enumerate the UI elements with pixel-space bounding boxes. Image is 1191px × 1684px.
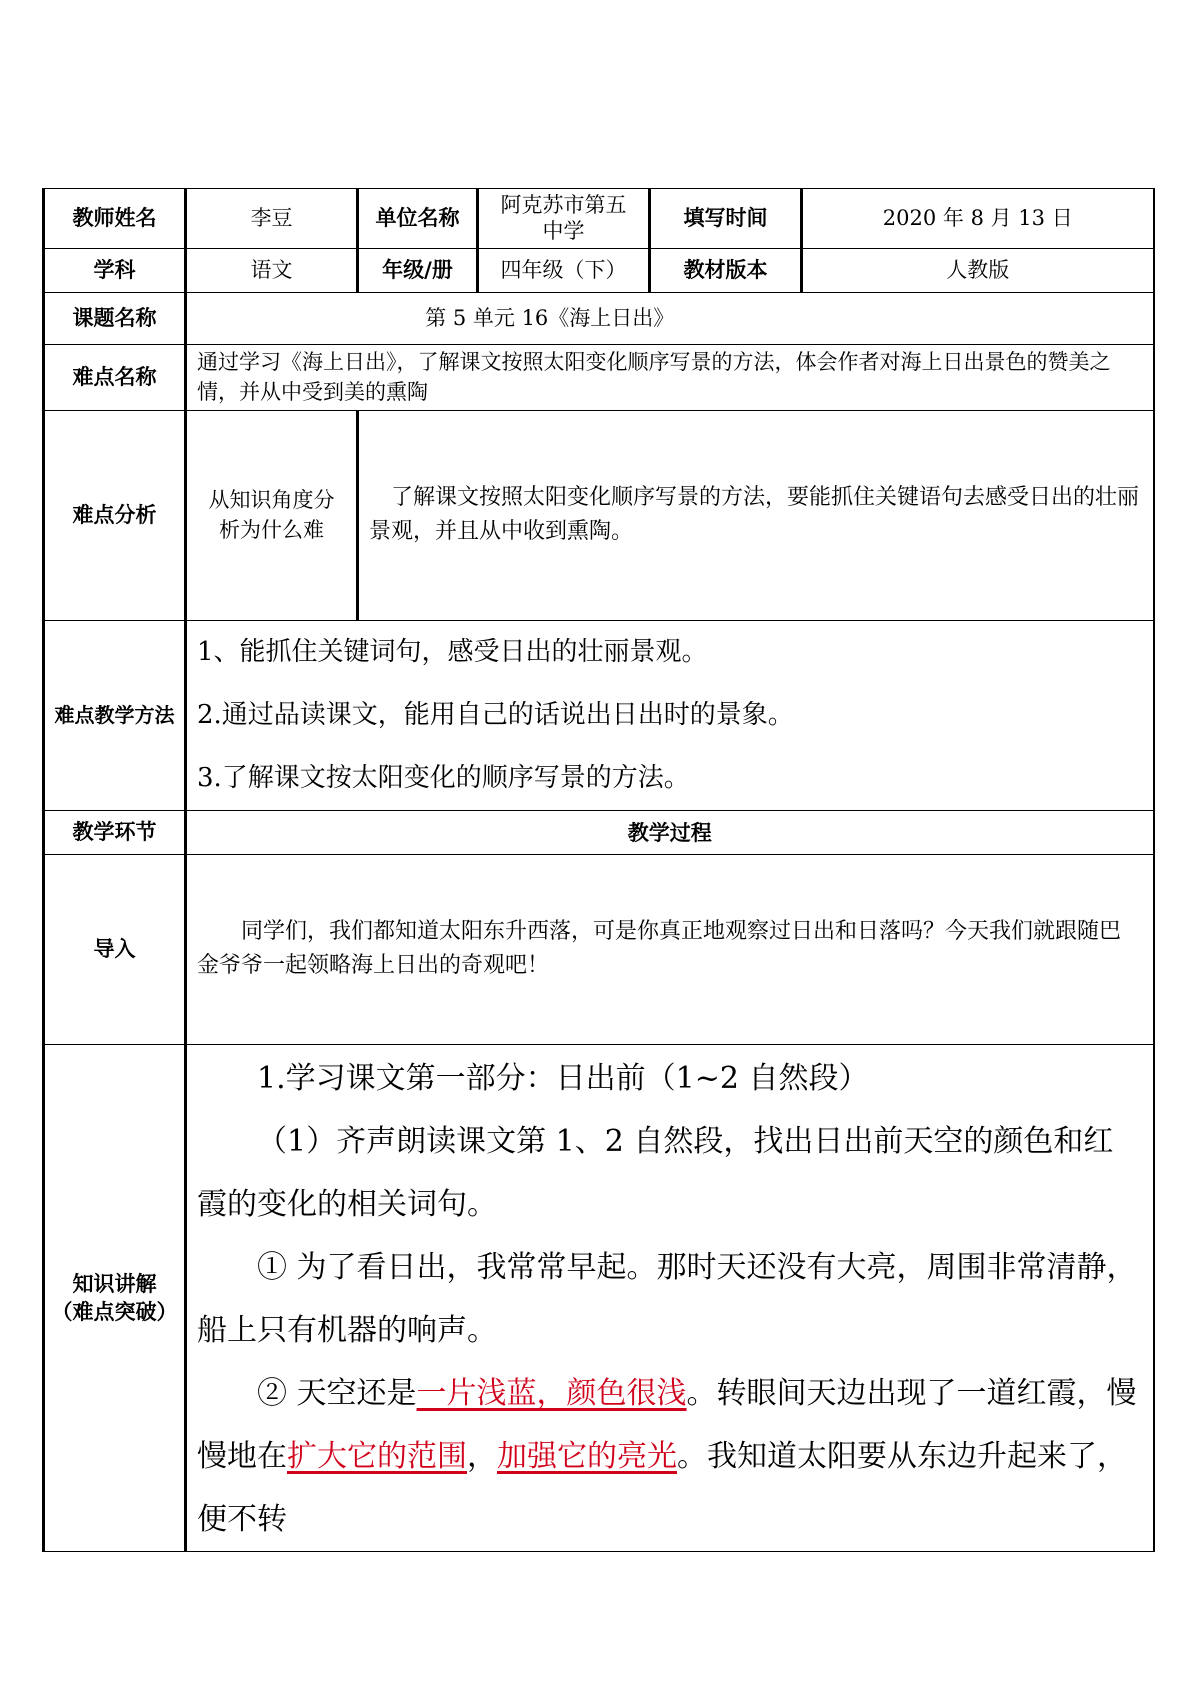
sentence-2-part-d: 。我知道太阳要从东边升起来了，便不转 (197, 1438, 1127, 1537)
lesson-plan-table (42, 188, 1155, 1552)
edition-label: 教材版本 (650, 249, 802, 293)
intro-value: 同学们，我们都知道太阳东升西落，可是你真正地观察过日出和日落吗？今天我们就跟随巴金爷爷一起领略海上日出的奇观吧！ (197, 919, 1122, 979)
subject-value: 语文 (186, 249, 358, 293)
row-analysis (44, 410, 1154, 620)
edition-value: 人教版 (802, 249, 1154, 293)
row-knowledge (44, 1044, 1154, 1551)
row-subject (44, 249, 1154, 293)
process-step-label: 教学环节 (44, 810, 186, 854)
knowledge-heading: 1.学习课文第一部分：日出前（1~2 自然段） (257, 1060, 869, 1096)
date-label: 填写时间 (650, 189, 802, 249)
row-intro (44, 854, 1154, 1044)
analysis-cell (358, 410, 1154, 620)
analysis-value: 了解课文按照太阳变化顺序写景的方法，要能抓住关键语句去感受日出的壮丽景观，并且从中收到熏陶。 (369, 485, 1140, 545)
methods-list (186, 620, 1154, 810)
date-value: 2020 年 8 月 13 日 (802, 189, 1154, 249)
unit-value: 阿克苏市第五中学 (478, 189, 650, 249)
grade-value: 四年级（下） (478, 249, 650, 293)
highlight-strengthen-light: 加强它的亮光 (497, 1438, 677, 1474)
row-difficulty (44, 345, 1154, 411)
intro-cell (186, 854, 1154, 1044)
knowledge-label-line2: （难点突破） (51, 1299, 178, 1324)
analysis-sub-label: 从知识角度分析为什么难 (186, 410, 358, 620)
process-header-value: 教学过程 (186, 810, 1154, 854)
highlight-light-blue: 一片浅蓝，颜色很浅 (416, 1375, 687, 1411)
row-process-header (44, 810, 1154, 854)
teacher-label: 教师姓名 (44, 189, 186, 249)
knowledge-task: （1）齐声朗读课文第 1、2 自然段，找出日出前天空的颜色和红霞的变化的相关词句。 (197, 1123, 1114, 1222)
method-item-2: 2.通过品读课文，能用自己的话说出日出时的景象。 (197, 699, 794, 730)
row-teacher (44, 189, 1154, 249)
sentence-2-part-b: 。转眼间天边出现了一道红霞，慢慢地在 (197, 1375, 1137, 1474)
knowledge-content (186, 1044, 1154, 1551)
knowledge-label (44, 1044, 186, 1551)
method-item-1: 1、能抓住关键词句，感受日出的壮丽景观。 (197, 636, 708, 667)
highlight-expand-range: 扩大它的范围 (287, 1438, 467, 1474)
intro-label: 导入 (44, 854, 186, 1044)
knowledge-sentence-1: ① 为了看日出，我常常早起。那时天还没有大亮，周围非常清静，船上只有机器的响声。 (197, 1249, 1137, 1348)
sentence-2-part-a: ② 天空还是 (257, 1375, 417, 1411)
method-item-3: 3.了解课文按太阳变化的顺序写景的方法。 (197, 762, 690, 793)
topic-value: 第 5 单元 16《海上日出》 (186, 293, 1154, 345)
knowledge-sentence-2 (187, 1362, 1153, 1551)
row-topic (44, 293, 1154, 345)
grade-label: 年级/册 (358, 249, 478, 293)
analysis-label: 难点分析 (44, 410, 186, 620)
row-methods (44, 620, 1154, 810)
sentence-2-part-c: ， (467, 1438, 497, 1474)
difficulty-value: 通过学习《海上日出》，了解课文按照太阳变化顺序写景的方法，体会作者对海上日出景色的赞美之情，并从中受到美的熏陶 (186, 345, 1154, 411)
subject-label: 学科 (44, 249, 186, 293)
difficulty-label: 难点名称 (44, 345, 186, 411)
unit-label: 单位名称 (358, 189, 478, 249)
knowledge-label-line1: 知识讲解 (72, 1271, 157, 1296)
topic-label: 课题名称 (44, 293, 186, 345)
methods-label: 难点教学方法 (44, 620, 186, 810)
teacher-value: 李豆 (186, 189, 358, 249)
